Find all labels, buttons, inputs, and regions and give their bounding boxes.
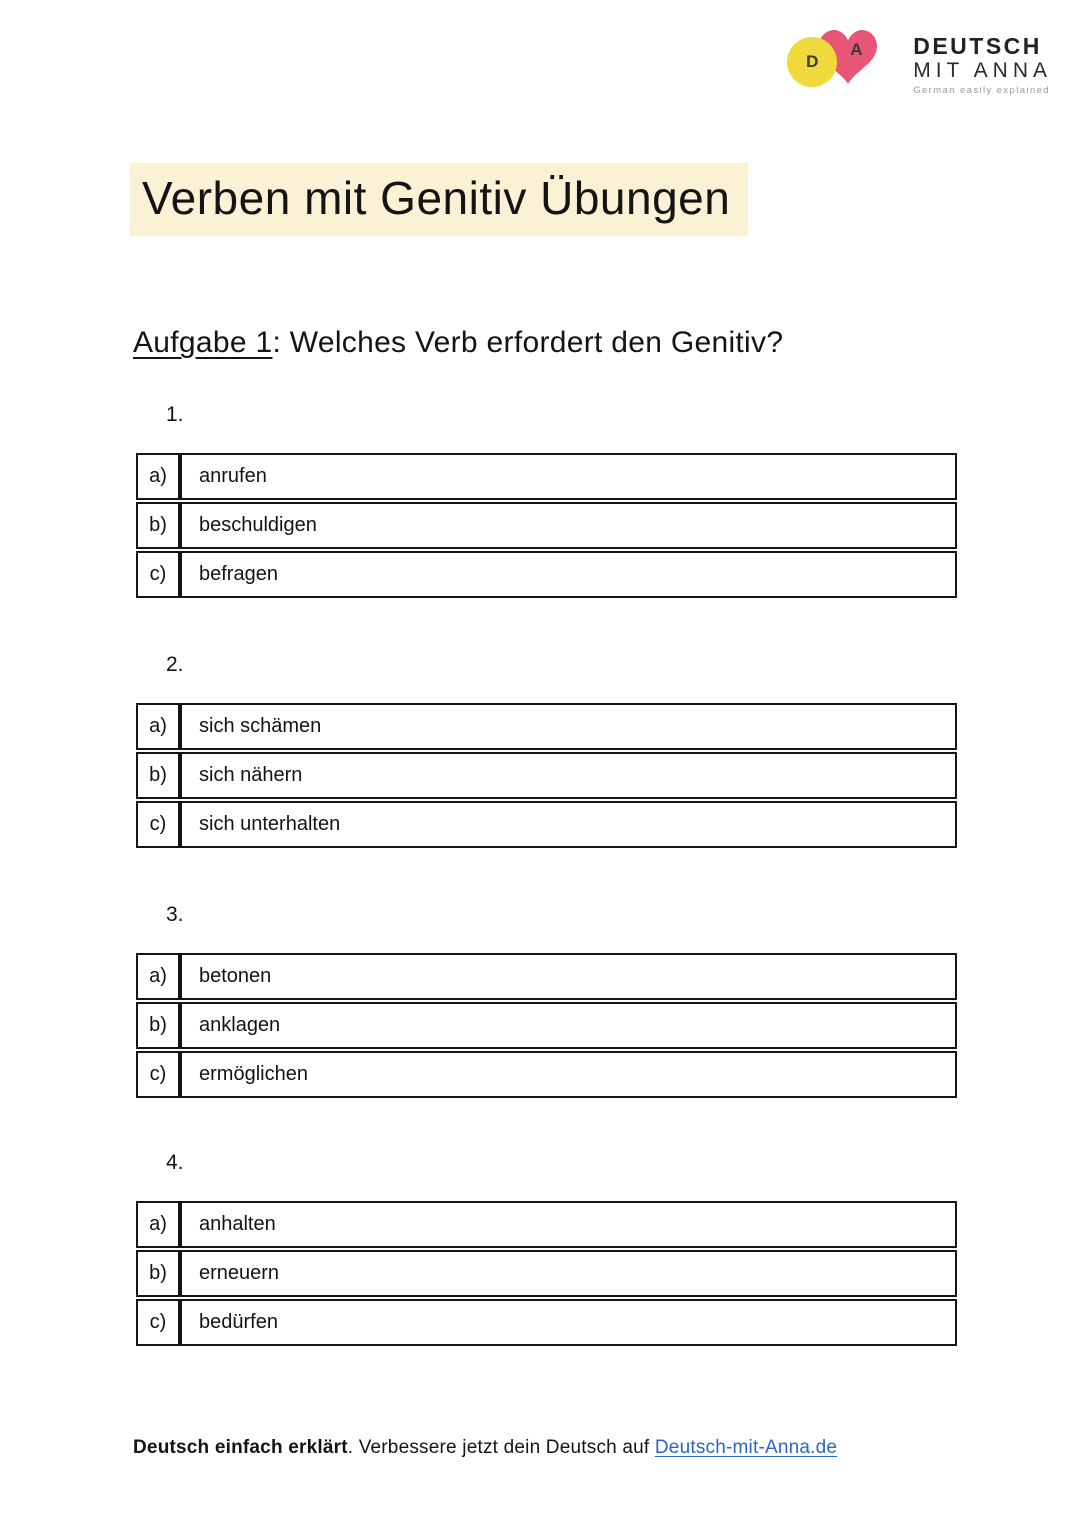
option-letter: a) [136, 1201, 180, 1248]
option-row [136, 703, 957, 750]
footer-text: . Verbessere jetzt dein Deutsch auf [347, 1437, 655, 1458]
brand-tagline: German easily explained [913, 85, 1050, 97]
brand-logo-icon [787, 28, 905, 92]
footer [133, 1437, 837, 1459]
option-row [136, 1250, 957, 1297]
footer-slogan: Deutsch einfach erklärt [133, 1437, 348, 1458]
options-table [136, 951, 957, 1100]
logo-letter-d: D [806, 52, 819, 71]
option-letter: b) [136, 1002, 180, 1049]
option-letter: c) [136, 551, 180, 598]
option-row [136, 1002, 957, 1049]
option-letter: c) [136, 1051, 180, 1098]
option-letter: c) [136, 1299, 180, 1346]
question-number: 3. [166, 903, 184, 926]
options-table [136, 451, 957, 600]
option-text: anklagen [180, 1002, 957, 1049]
option-row [136, 953, 957, 1000]
option-row [136, 1299, 957, 1346]
option-letter: b) [136, 502, 180, 549]
brand-name-line1: DEUTSCH [913, 33, 1042, 59]
option-letter: a) [136, 953, 180, 1000]
option-letter: a) [136, 453, 180, 500]
option-row [136, 752, 957, 799]
question-block-2 [136, 653, 957, 850]
option-letter: b) [136, 752, 180, 799]
options-table [136, 701, 957, 850]
option-text: befragen [180, 551, 957, 598]
option-text: beschuldigen [180, 502, 957, 549]
brand-logo [787, 28, 1052, 96]
option-text: anrufen [180, 453, 957, 500]
option-text: sich nähern [180, 752, 957, 799]
circle-icon [787, 37, 837, 87]
options-table [136, 1199, 957, 1348]
option-text: erneuern [180, 1250, 957, 1297]
logo-letter-a: A [850, 40, 863, 59]
option-row [136, 1201, 957, 1248]
question-number: 4. [166, 1151, 184, 1174]
option-row [136, 502, 957, 549]
option-row [136, 801, 957, 848]
task-question: : Welches Verb erfordert den Genitiv? [272, 326, 784, 359]
page-title: Verben mit Genitiv Übungen [130, 163, 748, 236]
question-number: 1. [166, 403, 184, 426]
question-block-1 [136, 403, 957, 600]
task-heading [133, 326, 783, 360]
brand-logo-text [913, 28, 1052, 96]
option-text: bedürfen [180, 1299, 957, 1346]
footer-website-link[interactable]: Deutsch-mit-Anna.de [654, 1437, 838, 1458]
option-row [136, 1051, 957, 1098]
option-letter: c) [136, 801, 180, 848]
task-label: Aufgabe 1 [133, 326, 273, 359]
option-letter: a) [136, 703, 180, 750]
option-text: betonen [180, 953, 957, 1000]
brand-name-line2: MIT ANNA [913, 59, 1052, 83]
question-block-3 [136, 903, 957, 1100]
option-text: ermöglichen [180, 1051, 957, 1098]
option-text: anhalten [180, 1201, 957, 1248]
question-number: 2. [166, 653, 184, 676]
option-row [136, 453, 957, 500]
option-text: sich unterhalten [180, 801, 957, 848]
option-text: sich schämen [180, 703, 957, 750]
option-row [136, 551, 957, 598]
option-letter: b) [136, 1250, 180, 1297]
question-block-4 [136, 1151, 957, 1348]
